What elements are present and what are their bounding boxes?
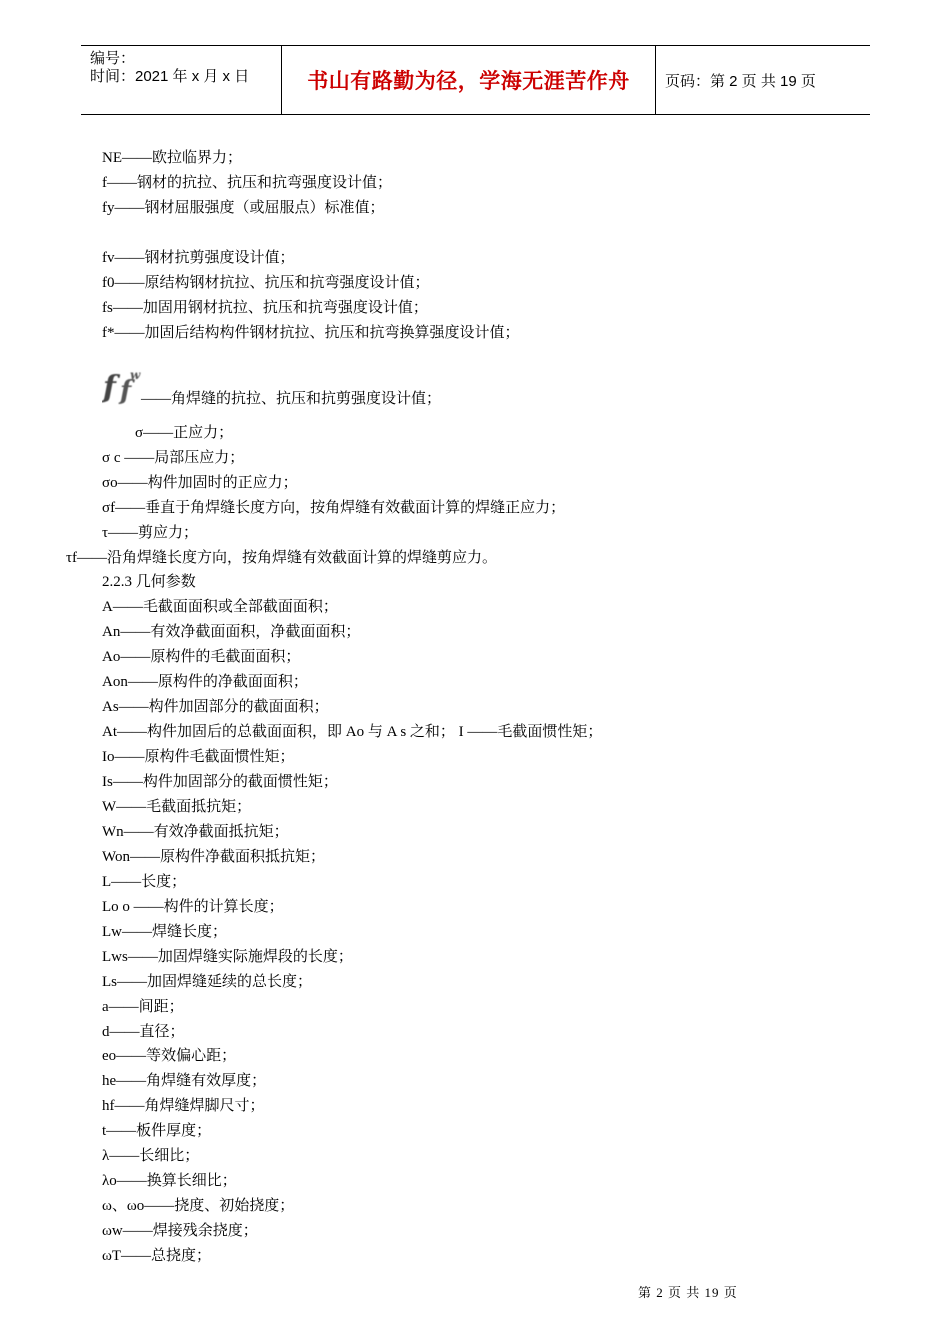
symbol-line: a——间距； [102, 999, 184, 1015]
symbol-line: A——毛截面面积或全部截面面积； [102, 599, 338, 615]
svg-text:w: w [130, 368, 141, 382]
symbol-line: NE——欧拉临界力； [102, 150, 242, 166]
svg-text:f: f [120, 376, 132, 405]
symbol-line: Wn——有效净截面抵抗矩； [102, 824, 289, 840]
symbol-line: fs——加固用钢材抗拉、抗压和抗弯强度设计值； [102, 300, 428, 316]
symbol-line: τf——沿角焊缝长度方向，按角焊缝有效截面计算的焊缝剪应力。 [66, 550, 498, 566]
header-left-cell [81, 46, 282, 114]
symbol-line: fv——钢材抗剪强度设计值； [102, 250, 295, 266]
symbol-line: Ls——加固焊缝延续的总长度； [102, 974, 313, 990]
symbol-line: ω、ωo——挠度、初始挠度； [102, 1198, 295, 1214]
symbol-line: λ——长细比； [102, 1148, 200, 1164]
ffw-formula-glyph [102, 368, 141, 405]
symbol-line: ——角焊缝的抗拉、抗压和抗剪强度设计值； [141, 391, 442, 407]
ffw-formula-icon [102, 367, 142, 405]
svg-text:f: f [103, 370, 116, 405]
symbol-line: λo——换算长细比； [102, 1173, 237, 1189]
symbol-line: τ——剪应力； [102, 525, 199, 541]
symbol-line: d——直径； [102, 1024, 185, 1040]
symbol-line: Io——原构件毛截面惯性矩； [102, 749, 295, 765]
symbol-line: fy——钢材屈服强度（或屈服点）标准值； [102, 200, 385, 216]
symbol-line: Ao——原构件的毛截面面积； [102, 649, 301, 665]
time-label: 时间：2021 年 x 月 x 日 [90, 68, 250, 85]
symbol-line: At——构件加固后的总截面面积，即 Ao 与 A s 之和； I ——毛截面惯性矩； [102, 724, 603, 740]
symbol-line: σo——构件加固时的正应力； [102, 475, 298, 491]
symbol-line: W——毛截面抵抗矩； [102, 799, 252, 815]
symbol-line: f——钢材的抗拉、抗压和抗弯强度设计值； [102, 175, 392, 191]
number-label: 编号： [90, 50, 136, 67]
symbol-line: L——长度； [102, 874, 187, 890]
section-heading: 2.2.3 几何参数 [102, 574, 196, 590]
symbol-line: Aon——原构件的净截面面积； [102, 674, 308, 690]
symbol-line: eo——等效偏心距； [102, 1048, 237, 1064]
symbol-line: Lws——加固焊缝实际施焊段的长度； [102, 949, 353, 965]
symbol-line: An——有效净截面面积，净截面面积； [102, 624, 361, 640]
symbol-line: σ c ——局部压应力； [102, 450, 245, 466]
symbol-line: Won——原构件净截面积抵抗矩； [102, 849, 325, 865]
symbol-line: σf——垂直于角焊缝长度方向，按角焊缝有效截面计算的焊缝正应力； [102, 500, 566, 516]
symbol-line: Is——构件加固部分的截面惯性矩； [102, 774, 338, 790]
symbol-line: ωT——总挠度； [102, 1248, 212, 1264]
symbol-line: f*——加固后结构构件钢材抗拉、抗压和抗弯换算强度设计值； [102, 325, 520, 341]
header-table [81, 45, 870, 115]
header-page-label: 页码：第 2 页 共 19 页 [665, 72, 816, 90]
symbol-line: t——板件厚度； [102, 1123, 212, 1139]
symbol-line: σ——正应力； [135, 425, 234, 441]
header-motto: 书山有路勤为径，学海无涯苦作舟 [282, 46, 656, 114]
page-footer: 第 2 页 共 19 页 [638, 1285, 738, 1300]
symbol-line: ωw——焊接残余挠度； [102, 1223, 258, 1239]
symbol-line: As——构件加固部分的截面面积； [102, 699, 329, 715]
symbol-line: hf——角焊缝焊脚尺寸； [102, 1098, 265, 1114]
symbol-line: f0——原结构钢材抗拉、抗压和抗弯强度设计值； [102, 275, 430, 291]
symbol-line: Lw——焊缝长度； [102, 924, 227, 940]
symbol-line: Lo o ——构件的计算长度； [102, 899, 284, 915]
symbol-line: he——角焊缝有效厚度； [102, 1073, 267, 1089]
